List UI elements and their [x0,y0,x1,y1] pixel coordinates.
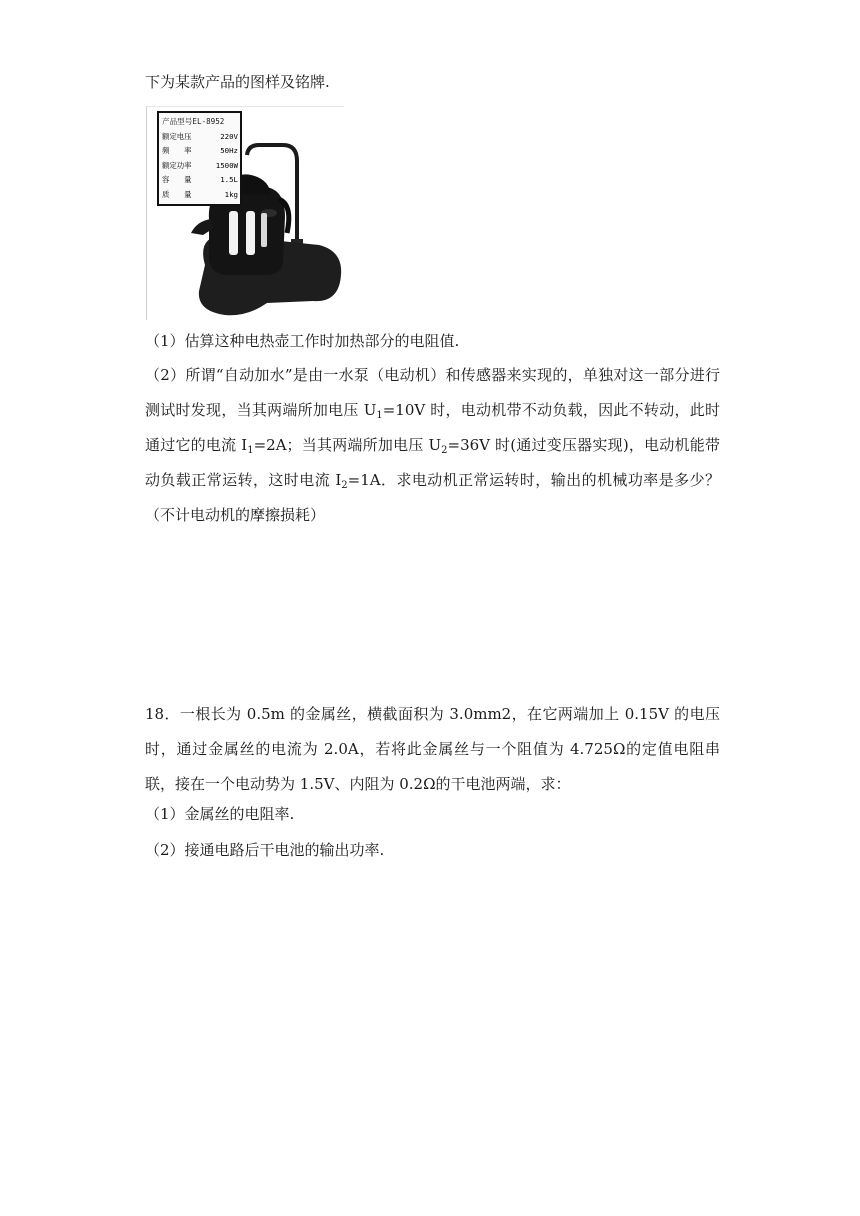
q18-stem: 18．一根长为 0.5m 的金属丝，横截面积为 3.0mm2，在它两端加上 0.15V 的电压时，通过金属丝的电流为 2.0A，若将此金属丝与一个阻值为 4.725Ω的定值电阻串联，接在一个电动势为 1.5V、内阻为 0.2Ω的干电池两端，求： [145,705,720,793]
q18-part1: （1）金属丝的电阻率. [145,805,295,823]
nameplate-row: 频 率 50Hz [162,146,238,155]
nameplate-row: 质 量 1kg [162,189,238,199]
nameplate-row: 额定电压 220V [162,131,238,141]
nameplate-row: 容 量 1.5L [162,175,238,184]
kettle-figure [146,106,344,320]
nameplate-title: 产品型号EL-8952 [162,117,225,126]
q18-part2: （2）接通电路后干电池的输出功率. [145,841,385,859]
nameplate-row: 额定功率 1500W [162,160,238,170]
q17-part1: （1）估算这种电热壶工作时加热部分的电阻值. [145,332,460,350]
q17-part2: （2）所谓“自动加水”是由一水泵（电动机）和传感器来实现的，单独对这一部分进行测试时发现，当其两端所加电压 $U_1=10V$ 时，电动机带不动负载，因此不转动，此时通过它的电流 $I_1=2A$；当其两端所加电压 $U_2=36V$ 时(通过变压器实现)，电动机能带动负载正常运转，这时电流 $I_2=1A$．求电动机正常运转时，输出的机械功率是多少？（不计电动机的摩擦损耗） [145,366,720,524]
nameplate [157,111,242,206]
intro-text: 下为某款产品的图样及铭牌. [145,73,330,91]
